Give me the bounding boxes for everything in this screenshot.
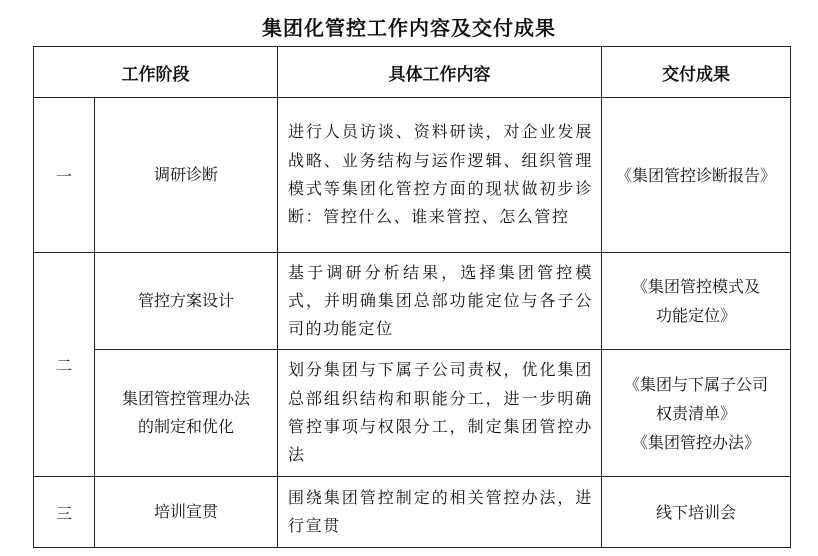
stage-cell xyxy=(95,477,278,548)
deliverable-line: 《集团管控模式及 xyxy=(631,277,760,296)
deliverable-cell xyxy=(602,98,791,253)
deliverable-cell xyxy=(602,350,791,477)
deliverable-cell xyxy=(602,477,791,548)
content-cell: 基于调研分析结果，选择集团管控模式，并明确集团总部功能定位与各子公司的功能定位 xyxy=(278,253,602,350)
page-title: 集团化管控工作内容及交付成果 xyxy=(262,16,556,40)
table-header-row xyxy=(34,47,791,98)
stage-line: 的制定和优化 xyxy=(137,417,234,436)
table-row xyxy=(34,253,791,350)
phase-number: 三 xyxy=(34,477,95,548)
content-cell: 进行人员访谈、资料研读，对企业发展战略、业务结构与运作逻辑、组织管理模式等集团化管控方面的现状做初步诊断：管控什么、谁来管控、怎么管控 xyxy=(278,98,602,253)
stage-line: 培训宣贯 xyxy=(153,502,218,521)
stage-line: 调研诊断 xyxy=(153,165,218,184)
stage-cell xyxy=(95,350,278,477)
header-deliverable: 交付成果 xyxy=(602,47,791,98)
table-row xyxy=(34,98,791,253)
deliverable-line: 线下培训会 xyxy=(655,502,736,522)
stage-line: 管控方案设计 xyxy=(137,291,234,310)
deliverable-cell xyxy=(602,253,791,350)
phase-number: 一 xyxy=(34,98,95,253)
work-content-table xyxy=(33,46,791,548)
content-cell: 划分集团与下属子公司责权，优化集团总部组织结构和职能分工，进一步明确管控事项与权限分工，制定集团管控办法 xyxy=(278,350,602,477)
table-row xyxy=(34,350,791,477)
header-stage: 工作阶段 xyxy=(34,47,278,98)
deliverable-line: 《集团管控诊断报告》 xyxy=(615,165,776,185)
stage-line: 集团管控管理办法 xyxy=(121,389,250,408)
deliverable-line: 《集团与下属子公司 xyxy=(623,374,768,394)
stage-cell xyxy=(95,98,278,253)
phase-number: 二 xyxy=(34,253,95,477)
deliverable-line: 功能定位》 xyxy=(655,306,736,325)
content-cell: 围绕集团管控制定的相关管控办法，进行宣贯 xyxy=(278,477,602,548)
deliverable-line: 权责清单》 xyxy=(655,403,736,423)
stage-cell xyxy=(95,253,278,350)
deliverable-line: 《集团管控办法》 xyxy=(631,432,760,452)
header-content: 具体工作内容 xyxy=(278,47,602,98)
table-row xyxy=(34,477,791,548)
